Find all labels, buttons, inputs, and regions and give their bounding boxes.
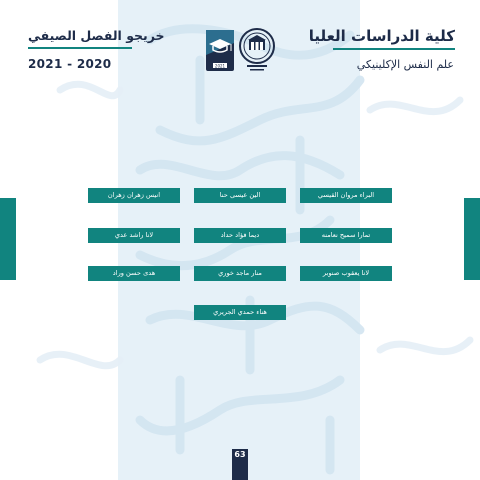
graduate-name-box: البراء مروان القيسي [300, 188, 392, 203]
graduate-name-box: الين عيسى حنا [194, 188, 286, 203]
graduate-name-box: تمارا سميح نعامنه [300, 228, 392, 243]
graduates-title-underline [28, 47, 132, 49]
department-name: علم النفس الإكلينيكي [356, 58, 454, 71]
university-emblem-logo [238, 27, 276, 73]
graduate-name-box: انيس زهران زهران [88, 188, 180, 203]
badge-year: 2021 [214, 63, 226, 69]
right-side-tab [464, 198, 480, 280]
academic-years: 2021 - 2020 [28, 57, 112, 71]
faculty-title-underline [333, 48, 455, 50]
graduate-name-box: هدى حسن وراد [88, 266, 180, 281]
graduate-name-box: منار ماجد خوري [194, 266, 286, 281]
graduate-name-box: هناء حمدي الجريري [194, 305, 286, 320]
left-side-tab [0, 198, 16, 280]
graduate-name-box: لانا راشد عدي [88, 228, 180, 243]
graduate-name-box: ديما فؤاد حداد [194, 228, 286, 243]
page-number: 63 [232, 449, 248, 480]
graduation-cap-badge-logo [205, 29, 235, 72]
faculty-title: كلية الدراسات العليا [308, 27, 455, 45]
graduates-title: خريجو الفصل الصيفي [28, 28, 165, 43]
graduate-name-box: لانا يعقوب صنوبر [300, 266, 392, 281]
